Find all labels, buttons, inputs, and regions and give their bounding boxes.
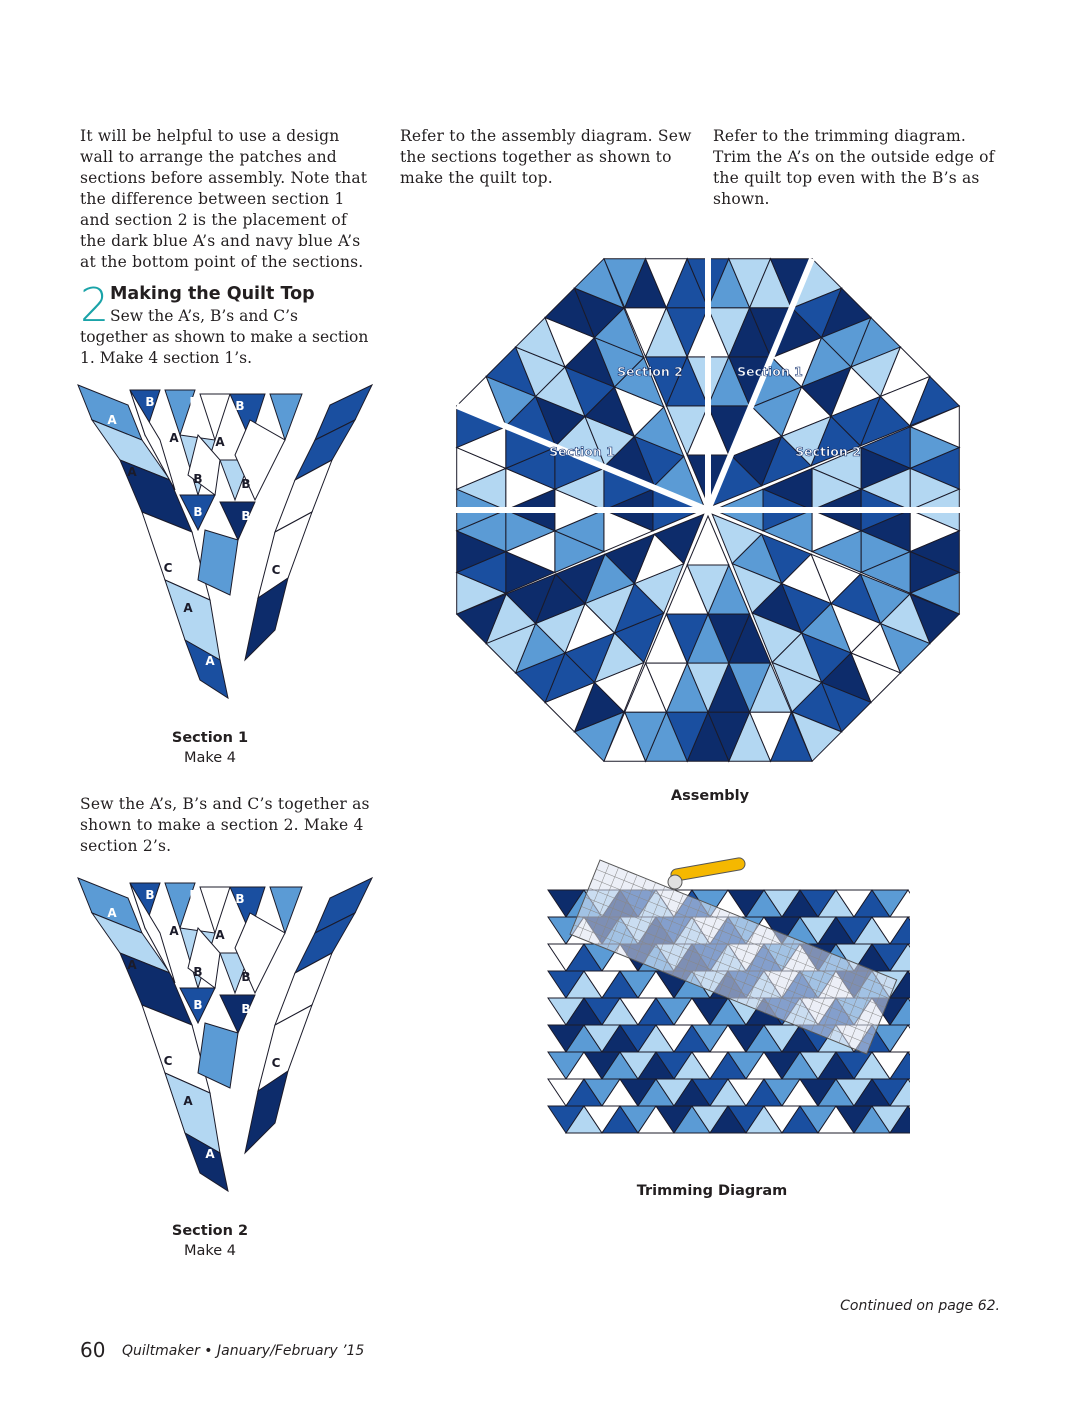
fabric-edge — [540, 1147, 910, 1175]
label-a: A — [215, 928, 225, 942]
label-a: A — [107, 413, 117, 427]
label-c: C — [163, 561, 173, 575]
label-a: A — [183, 601, 193, 615]
label-a: A — [147, 515, 157, 529]
section-1-diagram — [70, 380, 380, 710]
label-b: B — [193, 965, 203, 979]
assembly-instructions: Refer to the assembly diagram. Sew the sections together as shown to make the quilt top. — [400, 127, 692, 187]
label-a: A — [127, 958, 137, 972]
label-a: A — [107, 906, 117, 920]
label-a: A — [215, 435, 225, 449]
patch-a — [270, 887, 302, 933]
section-1-title: Section 1 — [171, 730, 249, 746]
label-b: B — [193, 472, 203, 486]
label-b: B — [241, 1002, 251, 1016]
section-1-caption — [130, 728, 290, 768]
label-b: B — [235, 892, 245, 906]
label-b: B — [241, 477, 251, 491]
label-a: A — [147, 1008, 157, 1022]
section-2-title: Section 2 — [171, 1223, 249, 1239]
patch-a — [200, 394, 230, 440]
label-b: B — [193, 998, 203, 1012]
label-a: A — [205, 654, 215, 668]
trimming-diagram — [540, 850, 910, 1175]
page-number: 60 — [80, 1338, 106, 1362]
label-b: B — [145, 395, 155, 409]
trimming-instructions: Refer to the trimming diagram. Trim the A’s on the outside edge of the quilt top even with the B’s as shown. — [713, 127, 995, 208]
step-number: 2 — [80, 278, 110, 332]
assembly-caption: Assembly — [670, 788, 750, 804]
section-2-diagram — [70, 873, 380, 1208]
assembly-diagram — [420, 228, 985, 783]
label-c: C — [271, 1056, 281, 1070]
label-a: A — [169, 924, 179, 938]
section-2-instructions: Sew the A’s, B’s and C’s together as shown to make a section 2. Make 4 section 2’s. — [80, 795, 370, 855]
continued-note: Continued on page 62. — [840, 1298, 1000, 1314]
label-b: B — [189, 395, 199, 409]
intro-paragraph: It will be helpful to use a design wall to arrange the patches and sections before assembly. Note that the difference between section 1 and section 2 is the placement of the dark blue A’s and navy blue A’s at the bottom point of the sections. — [80, 127, 368, 271]
section-2-caption — [130, 1221, 290, 1261]
assembly-label-section-1-right: Section 1 — [737, 364, 803, 379]
label-c: C — [163, 1054, 173, 1068]
label-a: A — [205, 1147, 215, 1161]
label-b: B — [241, 970, 251, 984]
assembly-label-section-2-left: Section 2 — [617, 364, 683, 379]
section-2-count: Make 4 — [183, 1243, 237, 1259]
section-1-count: Make 4 — [183, 750, 237, 766]
assembly-label-section-2-right: Section 2 — [795, 444, 861, 459]
assembly-label-section-1-left: Section 1 — [549, 444, 615, 459]
label-a: A — [183, 1094, 193, 1108]
label-b: B — [193, 505, 203, 519]
label-b: B — [235, 399, 245, 413]
label-b: B — [145, 888, 155, 902]
label-b: B — [189, 888, 199, 902]
patch-a — [200, 887, 230, 933]
step-title: Making the Quilt Top — [110, 284, 315, 304]
trimming-caption: Trimming Diagram — [636, 1183, 788, 1199]
label-c: C — [271, 563, 281, 577]
label-b: B — [241, 509, 251, 523]
label-a: A — [127, 465, 137, 479]
step-body: Sew the A’s, B’s and C’s together as shown to make a section 1. Make 4 section 1’s. — [80, 307, 369, 367]
magazine-footer: Quiltmaker • January/February ’15 — [122, 1343, 365, 1359]
patch-a — [270, 394, 302, 440]
label-a: A — [169, 431, 179, 445]
rotary-cutter-blade — [668, 875, 682, 889]
